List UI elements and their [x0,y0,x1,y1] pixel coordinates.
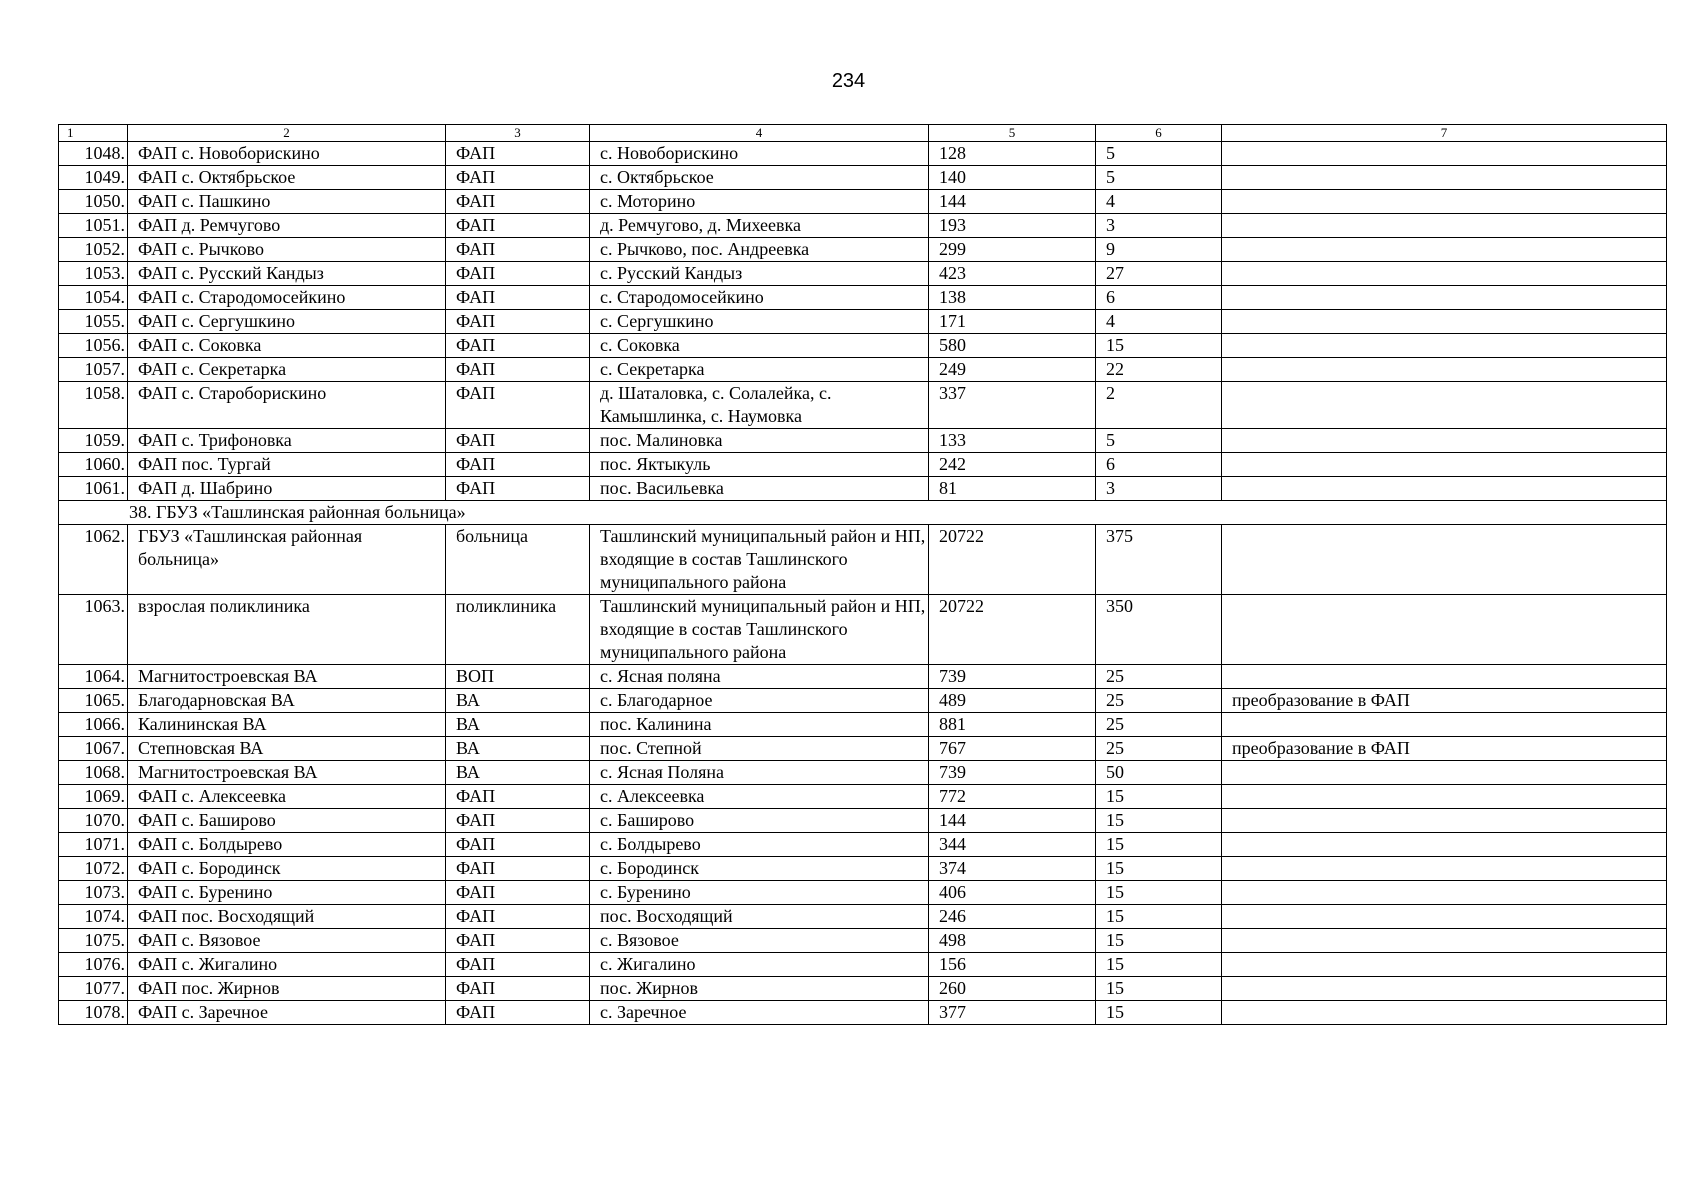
remark [1222,286,1667,310]
capacity: 15 [1096,881,1222,905]
facility-name: ФАП пос. Жирнов [128,977,446,1001]
population: 337 [929,382,1096,429]
capacity: 15 [1096,1001,1222,1025]
column-number: 4 [590,125,929,142]
remark [1222,977,1667,1001]
row-number: 1059. [59,429,128,453]
row-number: 1048. [59,142,128,166]
row-number: 1057. [59,358,128,382]
row-number: 1053. [59,262,128,286]
remark [1222,358,1667,382]
remark [1222,713,1667,737]
remark [1222,665,1667,689]
capacity: 9 [1096,238,1222,262]
service-area: пос. Восходящий [590,905,929,929]
facility-type: больница [446,525,590,595]
column-number: 2 [128,125,446,142]
remark [1222,809,1667,833]
remark [1222,262,1667,286]
table-row [59,713,1667,737]
facility-name: ФАП с. Октябрьское [128,166,446,190]
remark [1222,881,1667,905]
capacity: 15 [1096,334,1222,358]
table-row [59,166,1667,190]
capacity: 25 [1096,737,1222,761]
population: 580 [929,334,1096,358]
capacity: 6 [1096,453,1222,477]
population: 246 [929,905,1096,929]
population: 739 [929,761,1096,785]
population: 374 [929,857,1096,881]
facility-name: ФАП д. Шабрино [128,477,446,501]
facility-type: ФАП [446,453,590,477]
column-number: 1 [59,125,128,142]
facility-type: ФАП [446,977,590,1001]
table-row [59,977,1667,1001]
service-area: пос. Васильевка [590,477,929,501]
facility-name: ГБУЗ «Ташлинская районная больница» [128,525,446,595]
population: 260 [929,977,1096,1001]
facility-name: ФАП с. Секретарка [128,358,446,382]
facility-type: ФАП [446,214,590,238]
table-row [59,477,1667,501]
facility-name: ФАП с. Жигалино [128,953,446,977]
remark [1222,453,1667,477]
table-row [59,665,1667,689]
facility-name: ФАП с. Трифоновка [128,429,446,453]
table-row [59,310,1667,334]
capacity: 4 [1096,310,1222,334]
service-area: д. Шаталовка, с. Солалейка, с. Камышлинка, с. Наумовка [590,382,929,429]
service-area: пос. Яктыкуль [590,453,929,477]
row-number: 1060. [59,453,128,477]
population: 377 [929,1001,1096,1025]
table-row [59,1001,1667,1025]
row-number: 1077. [59,977,128,1001]
capacity: 15 [1096,857,1222,881]
row-number: 1073. [59,881,128,905]
row-number: 1075. [59,929,128,953]
service-area: с. Новоборискино [590,142,929,166]
service-area: с. Буренино [590,881,929,905]
service-area: пос. Малиновка [590,429,929,453]
population: 171 [929,310,1096,334]
facility-type: ФАП [446,785,590,809]
facility-type: ФАП [446,953,590,977]
table-row [59,833,1667,857]
table-row [59,857,1667,881]
remark [1222,833,1667,857]
population: 242 [929,453,1096,477]
table-row [59,929,1667,953]
table-row [59,382,1667,429]
service-area: с. Ясная поляна [590,665,929,689]
facility-name: ФАП с. Староборискино [128,382,446,429]
row-number: 1058. [59,382,128,429]
column-number: 3 [446,125,590,142]
facility-type: ФАП [446,286,590,310]
facility-name: ФАП с. Алексеевка [128,785,446,809]
population: 881 [929,713,1096,737]
row-number: 1063. [59,595,128,665]
remark [1222,310,1667,334]
facility-name: Магнитостроевская ВА [128,761,446,785]
remark [1222,382,1667,429]
capacity: 3 [1096,214,1222,238]
population: 772 [929,785,1096,809]
facility-name: Степновская ВА [128,737,446,761]
capacity: 375 [1096,525,1222,595]
facility-type: ФАП [446,262,590,286]
row-number: 1068. [59,761,128,785]
population: 299 [929,238,1096,262]
service-area: с. Болдырево [590,833,929,857]
table-row [59,190,1667,214]
row-number: 1066. [59,713,128,737]
facility-type: ФАП [446,1001,590,1025]
facility-name: ФАП с. Пашкино [128,190,446,214]
facility-type: ФАП [446,929,590,953]
table-row [59,689,1667,713]
facility-name: ФАП с. Рычково [128,238,446,262]
facility-name: Благодарновская ВА [128,689,446,713]
facility-name: ФАП пос. Тургай [128,453,446,477]
facility-type: ФАП [446,190,590,214]
population: 133 [929,429,1096,453]
facility-type: ФАП [446,382,590,429]
service-area: Ташлинский муниципальный район и НП, входящие в состав Ташлинского муниципального района [590,525,929,595]
row-number: 1074. [59,905,128,929]
facility-type: ФАП [446,429,590,453]
capacity: 25 [1096,689,1222,713]
service-area: с. Октябрьское [590,166,929,190]
facility-name: ФАП с. Баширово [128,809,446,833]
row-number: 1051. [59,214,128,238]
table-row [59,809,1667,833]
facility-type: ФАП [446,238,590,262]
capacity: 15 [1096,809,1222,833]
population: 20722 [929,595,1096,665]
service-area: Ташлинский муниципальный район и НП, входящие в состав Ташлинского муниципального района [590,595,929,665]
row-number: 1076. [59,953,128,977]
capacity: 15 [1096,977,1222,1001]
table-row [59,142,1667,166]
population: 193 [929,214,1096,238]
facility-type: ФАП [446,310,590,334]
column-number: 6 [1096,125,1222,142]
remark [1222,857,1667,881]
capacity: 22 [1096,358,1222,382]
remark [1222,761,1667,785]
table-row [59,905,1667,929]
row-number: 1061. [59,477,128,501]
remark [1222,477,1667,501]
remark [1222,953,1667,977]
facility-name: ФАП с. Русский Кандыз [128,262,446,286]
row-number: 1071. [59,833,128,857]
service-area: с. Соковка [590,334,929,358]
row-number: 1050. [59,190,128,214]
table-row [59,761,1667,785]
capacity: 15 [1096,785,1222,809]
capacity: 5 [1096,166,1222,190]
service-area: пос. Жирнов [590,977,929,1001]
population: 498 [929,929,1096,953]
capacity: 5 [1096,429,1222,453]
row-number: 1070. [59,809,128,833]
facility-name: Магнитостроевская ВА [128,665,446,689]
table-row [59,262,1667,286]
remark [1222,1001,1667,1025]
capacity: 15 [1096,929,1222,953]
remark [1222,142,1667,166]
capacity: 3 [1096,477,1222,501]
facility-name: ФАП с. Заречное [128,1001,446,1025]
service-area: с. Ясная Поляна [590,761,929,785]
facility-type: ФАП [446,358,590,382]
service-area: с. Благодарное [590,689,929,713]
facility-name: ФАП с. Сергушкино [128,310,446,334]
table-row [59,334,1667,358]
facility-name: ФАП с. Буренино [128,881,446,905]
capacity: 2 [1096,382,1222,429]
service-area: с. Баширово [590,809,929,833]
row-number: 1049. [59,166,128,190]
facility-type: ФАП [446,833,590,857]
service-area: с. Стародомосейкино [590,286,929,310]
remark: преобразование в ФАП [1222,689,1667,713]
facility-name: взрослая поликлиника [128,595,446,665]
capacity: 15 [1096,905,1222,929]
table-row [59,429,1667,453]
facility-type: ВА [446,737,590,761]
remark [1222,429,1667,453]
table-row [59,358,1667,382]
remark [1222,595,1667,665]
service-area: с. Жигалино [590,953,929,977]
population: 156 [929,953,1096,977]
population: 81 [929,477,1096,501]
facility-type: ВОП [446,665,590,689]
facility-type: поликлиника [446,595,590,665]
section-title: 38. ГБУЗ «Ташлинская районная больница» [59,501,1667,525]
service-area: с. Сергушкино [590,310,929,334]
capacity: 5 [1096,142,1222,166]
service-area: с. Секретарка [590,358,929,382]
row-number: 1078. [59,1001,128,1025]
remark: преобразование в ФАП [1222,737,1667,761]
remark [1222,525,1667,595]
remark [1222,905,1667,929]
capacity: 15 [1096,953,1222,977]
column-number: 7 [1222,125,1667,142]
facility-type: ФАП [446,142,590,166]
capacity: 50 [1096,761,1222,785]
population: 144 [929,809,1096,833]
column-number: 5 [929,125,1096,142]
facility-type: ФАП [446,166,590,190]
remark [1222,214,1667,238]
service-area: пос. Степной [590,737,929,761]
population: 423 [929,262,1096,286]
population: 20722 [929,525,1096,595]
facility-type: ФАП [446,477,590,501]
population: 144 [929,190,1096,214]
row-number: 1072. [59,857,128,881]
population: 128 [929,142,1096,166]
remark [1222,929,1667,953]
capacity: 350 [1096,595,1222,665]
row-number: 1062. [59,525,128,595]
capacity: 27 [1096,262,1222,286]
service-area: с. Заречное [590,1001,929,1025]
service-area: с. Вязовое [590,929,929,953]
capacity: 6 [1096,286,1222,310]
remark [1222,334,1667,358]
facility-name: ФАП с. Стародомосейкино [128,286,446,310]
row-number: 1064. [59,665,128,689]
facility-type: ФАП [446,905,590,929]
remark [1222,166,1667,190]
table-row [59,953,1667,977]
row-number: 1052. [59,238,128,262]
service-area: с. Русский Кандыз [590,262,929,286]
table-row [59,286,1667,310]
population: 140 [929,166,1096,190]
capacity: 4 [1096,190,1222,214]
facility-name: ФАП с. Бородинск [128,857,446,881]
page-number: 234 [831,70,866,92]
table-row [59,525,1667,595]
capacity: 25 [1096,665,1222,689]
facilities-table [58,124,1667,1025]
remark [1222,238,1667,262]
row-number: 1054. [59,286,128,310]
facility-name: ФАП д. Ремчугово [128,214,446,238]
population: 406 [929,881,1096,905]
row-number: 1055. [59,310,128,334]
table-row [59,785,1667,809]
service-area: с. Бородинск [590,857,929,881]
facility-type: ВА [446,713,590,737]
row-number: 1067. [59,737,128,761]
population: 138 [929,286,1096,310]
service-area: с. Алексеевка [590,785,929,809]
column-numbers-row [59,125,1667,142]
facility-name: Калининская ВА [128,713,446,737]
population: 344 [929,833,1096,857]
section-heading-row [59,501,1667,525]
table-row [59,737,1667,761]
facility-name: ФАП с. Соковка [128,334,446,358]
service-area: с. Моторино [590,190,929,214]
facility-name: ФАП пос. Восходящий [128,905,446,929]
remark [1222,785,1667,809]
service-area: пос. Калинина [590,713,929,737]
row-number: 1065. [59,689,128,713]
population: 249 [929,358,1096,382]
population: 767 [929,737,1096,761]
facility-name: ФАП с. Новоборискино [128,142,446,166]
population: 489 [929,689,1096,713]
table-row [59,881,1667,905]
facility-name: ФАП с. Вязовое [128,929,446,953]
facility-type: ФАП [446,881,590,905]
capacity: 15 [1096,833,1222,857]
facility-type: ФАП [446,857,590,881]
table-row [59,214,1667,238]
service-area: с. Рычково, пос. Андреевка [590,238,929,262]
population: 739 [929,665,1096,689]
remark [1222,190,1667,214]
capacity: 25 [1096,713,1222,737]
row-number: 1056. [59,334,128,358]
table-row [59,453,1667,477]
service-area: д. Ремчугово, д. Михеевка [590,214,929,238]
facility-type: ФАП [446,809,590,833]
facility-name: ФАП с. Болдырево [128,833,446,857]
row-number: 1069. [59,785,128,809]
table-row [59,595,1667,665]
facility-type: ФАП [446,334,590,358]
table-row [59,238,1667,262]
facility-type: ВА [446,761,590,785]
facility-type: ВА [446,689,590,713]
